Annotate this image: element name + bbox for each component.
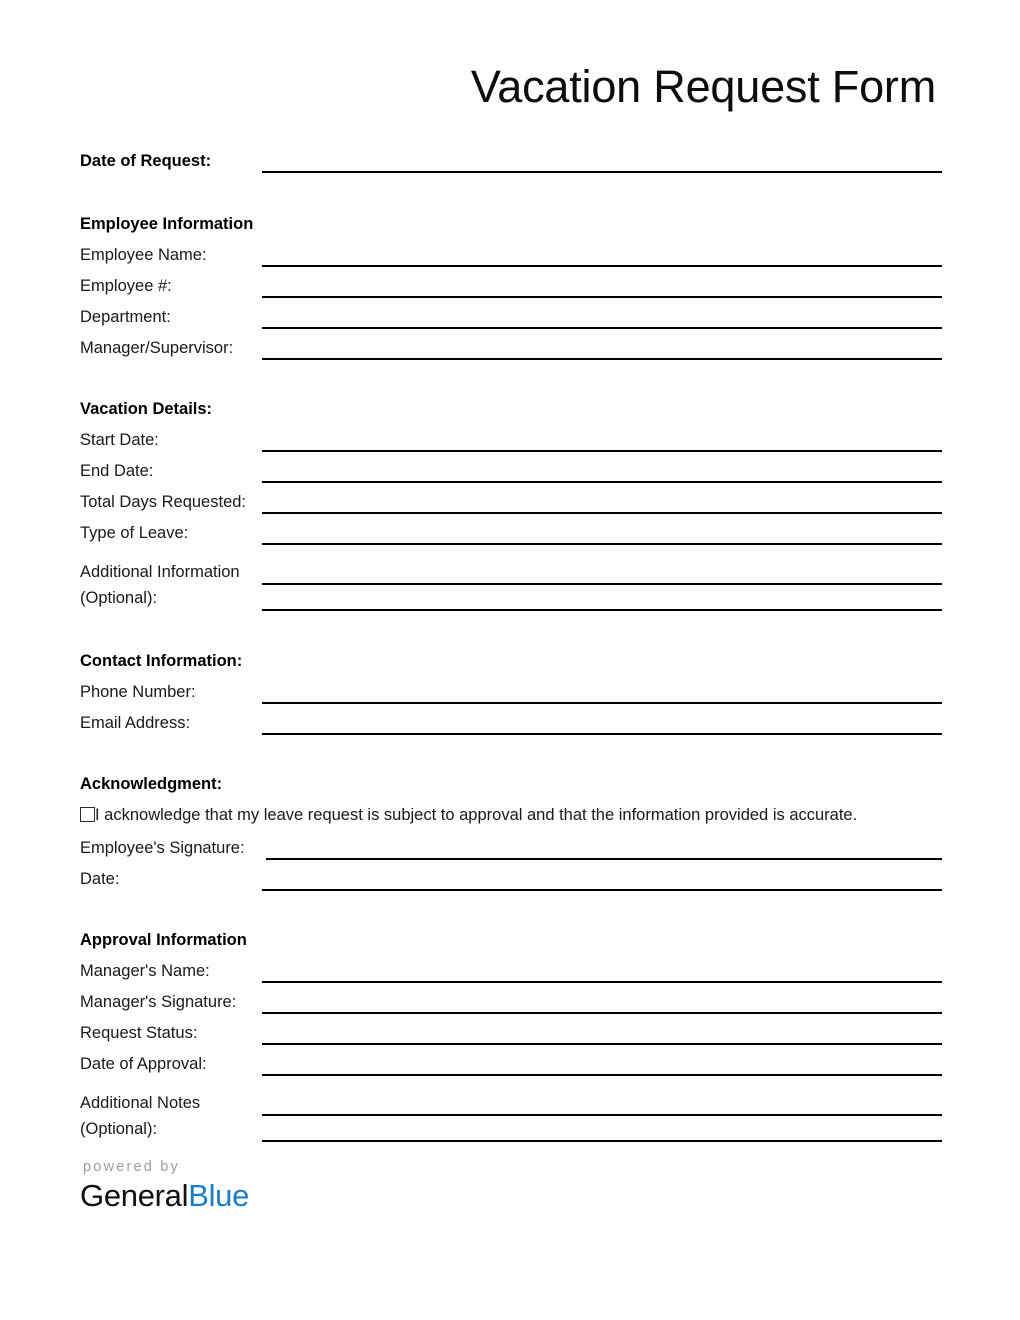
section-heading-approval-information (80, 929, 942, 960)
field-department (80, 306, 942, 337)
field-label: Date: (80, 870, 120, 888)
section-heading-contact-information (80, 650, 942, 681)
field-label: Manager/Supervisor: (80, 339, 234, 357)
field-label-line2: (Optional): (80, 589, 158, 607)
section-spacer (80, 183, 942, 213)
field-label: Request Status: (80, 1024, 198, 1042)
write-in-line[interactable] (262, 171, 942, 173)
powered-by-label: powered by (83, 1159, 180, 1175)
write-in-line[interactable] (262, 1012, 942, 1014)
section-heading-label: Contact Information: (80, 652, 243, 670)
row-spacer (80, 1084, 942, 1092)
field-label: Date of Approval: (80, 1055, 207, 1073)
field-label: Date of Request: (80, 152, 212, 170)
field-employee-name (80, 244, 942, 275)
write-in-line[interactable] (262, 327, 942, 329)
field-label-line2: (Optional): (80, 1120, 158, 1138)
write-in-line[interactable] (262, 1043, 942, 1045)
field-label-line1: Additional Information (80, 563, 240, 581)
row-spacer (80, 553, 942, 561)
section-heading-vacation-details (80, 398, 942, 429)
write-in-line[interactable] (262, 583, 942, 585)
field-label: Total Days Requested: (80, 493, 247, 511)
acknowledgment-statement-label: I acknowledge that my leave request is subject to approval and that the information provided is accurate. (95, 806, 858, 824)
generalblue-logo (80, 1178, 249, 1214)
field-date-of-approval (80, 1053, 942, 1084)
write-in-line[interactable] (262, 450, 942, 452)
field-manager-supervisor (80, 337, 942, 368)
field-label: Phone Number: (80, 683, 196, 701)
field-email-address (80, 712, 942, 743)
section-spacer (80, 743, 942, 773)
field-label: Employee's Signature: (80, 839, 245, 857)
form-body (80, 150, 942, 1149)
section-spacer (80, 368, 942, 398)
field-request-status (80, 1022, 942, 1053)
field-managers-signature (80, 991, 942, 1022)
write-in-line[interactable] (262, 358, 942, 360)
field-label: Email Address: (80, 714, 191, 732)
write-in-line[interactable] (262, 543, 942, 545)
field-date-of-request (80, 150, 942, 183)
write-in-line[interactable] (262, 889, 942, 891)
footer-branding (80, 1158, 249, 1214)
write-in-line[interactable] (262, 481, 942, 483)
write-in-line[interactable] (266, 858, 942, 860)
field-label: Manager's Name: (80, 962, 210, 980)
field-additional-notes (80, 1092, 942, 1149)
field-label-line1: Additional Notes (80, 1094, 201, 1112)
field-end-date (80, 460, 942, 491)
page-title: Vacation Request Form (470, 61, 936, 112)
write-in-line[interactable] (262, 733, 942, 735)
field-label: Employee #: (80, 277, 172, 295)
logo-text-general: General (80, 1178, 189, 1213)
write-in-line[interactable] (262, 265, 942, 267)
write-in-line[interactable] (262, 1114, 942, 1116)
field-employee-number (80, 275, 942, 306)
field-employee-signature (80, 837, 942, 868)
field-label: Start Date: (80, 431, 159, 449)
write-in-line[interactable] (262, 609, 942, 611)
field-label: Manager's Signature: (80, 993, 237, 1011)
field-total-days-requested (80, 491, 942, 522)
field-managers-name (80, 960, 942, 991)
section-spacer (80, 618, 942, 650)
logo-text-blue: Blue (188, 1178, 250, 1213)
field-label: Type of Leave: (80, 524, 189, 542)
field-phone-number (80, 681, 942, 712)
section-heading-label: Vacation Details: (80, 400, 213, 418)
write-in-line[interactable] (262, 1074, 942, 1076)
acknowledgment-checkbox[interactable] (80, 807, 95, 822)
field-label: Department: (80, 308, 171, 326)
field-label: Employee Name: (80, 246, 207, 264)
acknowledgment-statement-row (80, 804, 942, 837)
section-heading-label: Approval Information (80, 931, 247, 949)
field-acknowledgment-date (80, 868, 942, 899)
section-heading-acknowledgment (80, 773, 942, 804)
field-type-of-leave (80, 522, 942, 553)
field-additional-information (80, 561, 942, 618)
section-heading-label: Employee Information (80, 215, 254, 233)
field-start-date (80, 429, 942, 460)
write-in-line[interactable] (262, 512, 942, 514)
section-spacer (80, 899, 942, 929)
section-heading-label: Acknowledgment: (80, 775, 223, 793)
write-in-line[interactable] (262, 981, 942, 983)
field-label: End Date: (80, 462, 154, 480)
write-in-line[interactable] (262, 702, 942, 704)
section-heading-employee-information (80, 213, 942, 244)
write-in-line[interactable] (262, 1140, 942, 1142)
write-in-line[interactable] (262, 296, 942, 298)
